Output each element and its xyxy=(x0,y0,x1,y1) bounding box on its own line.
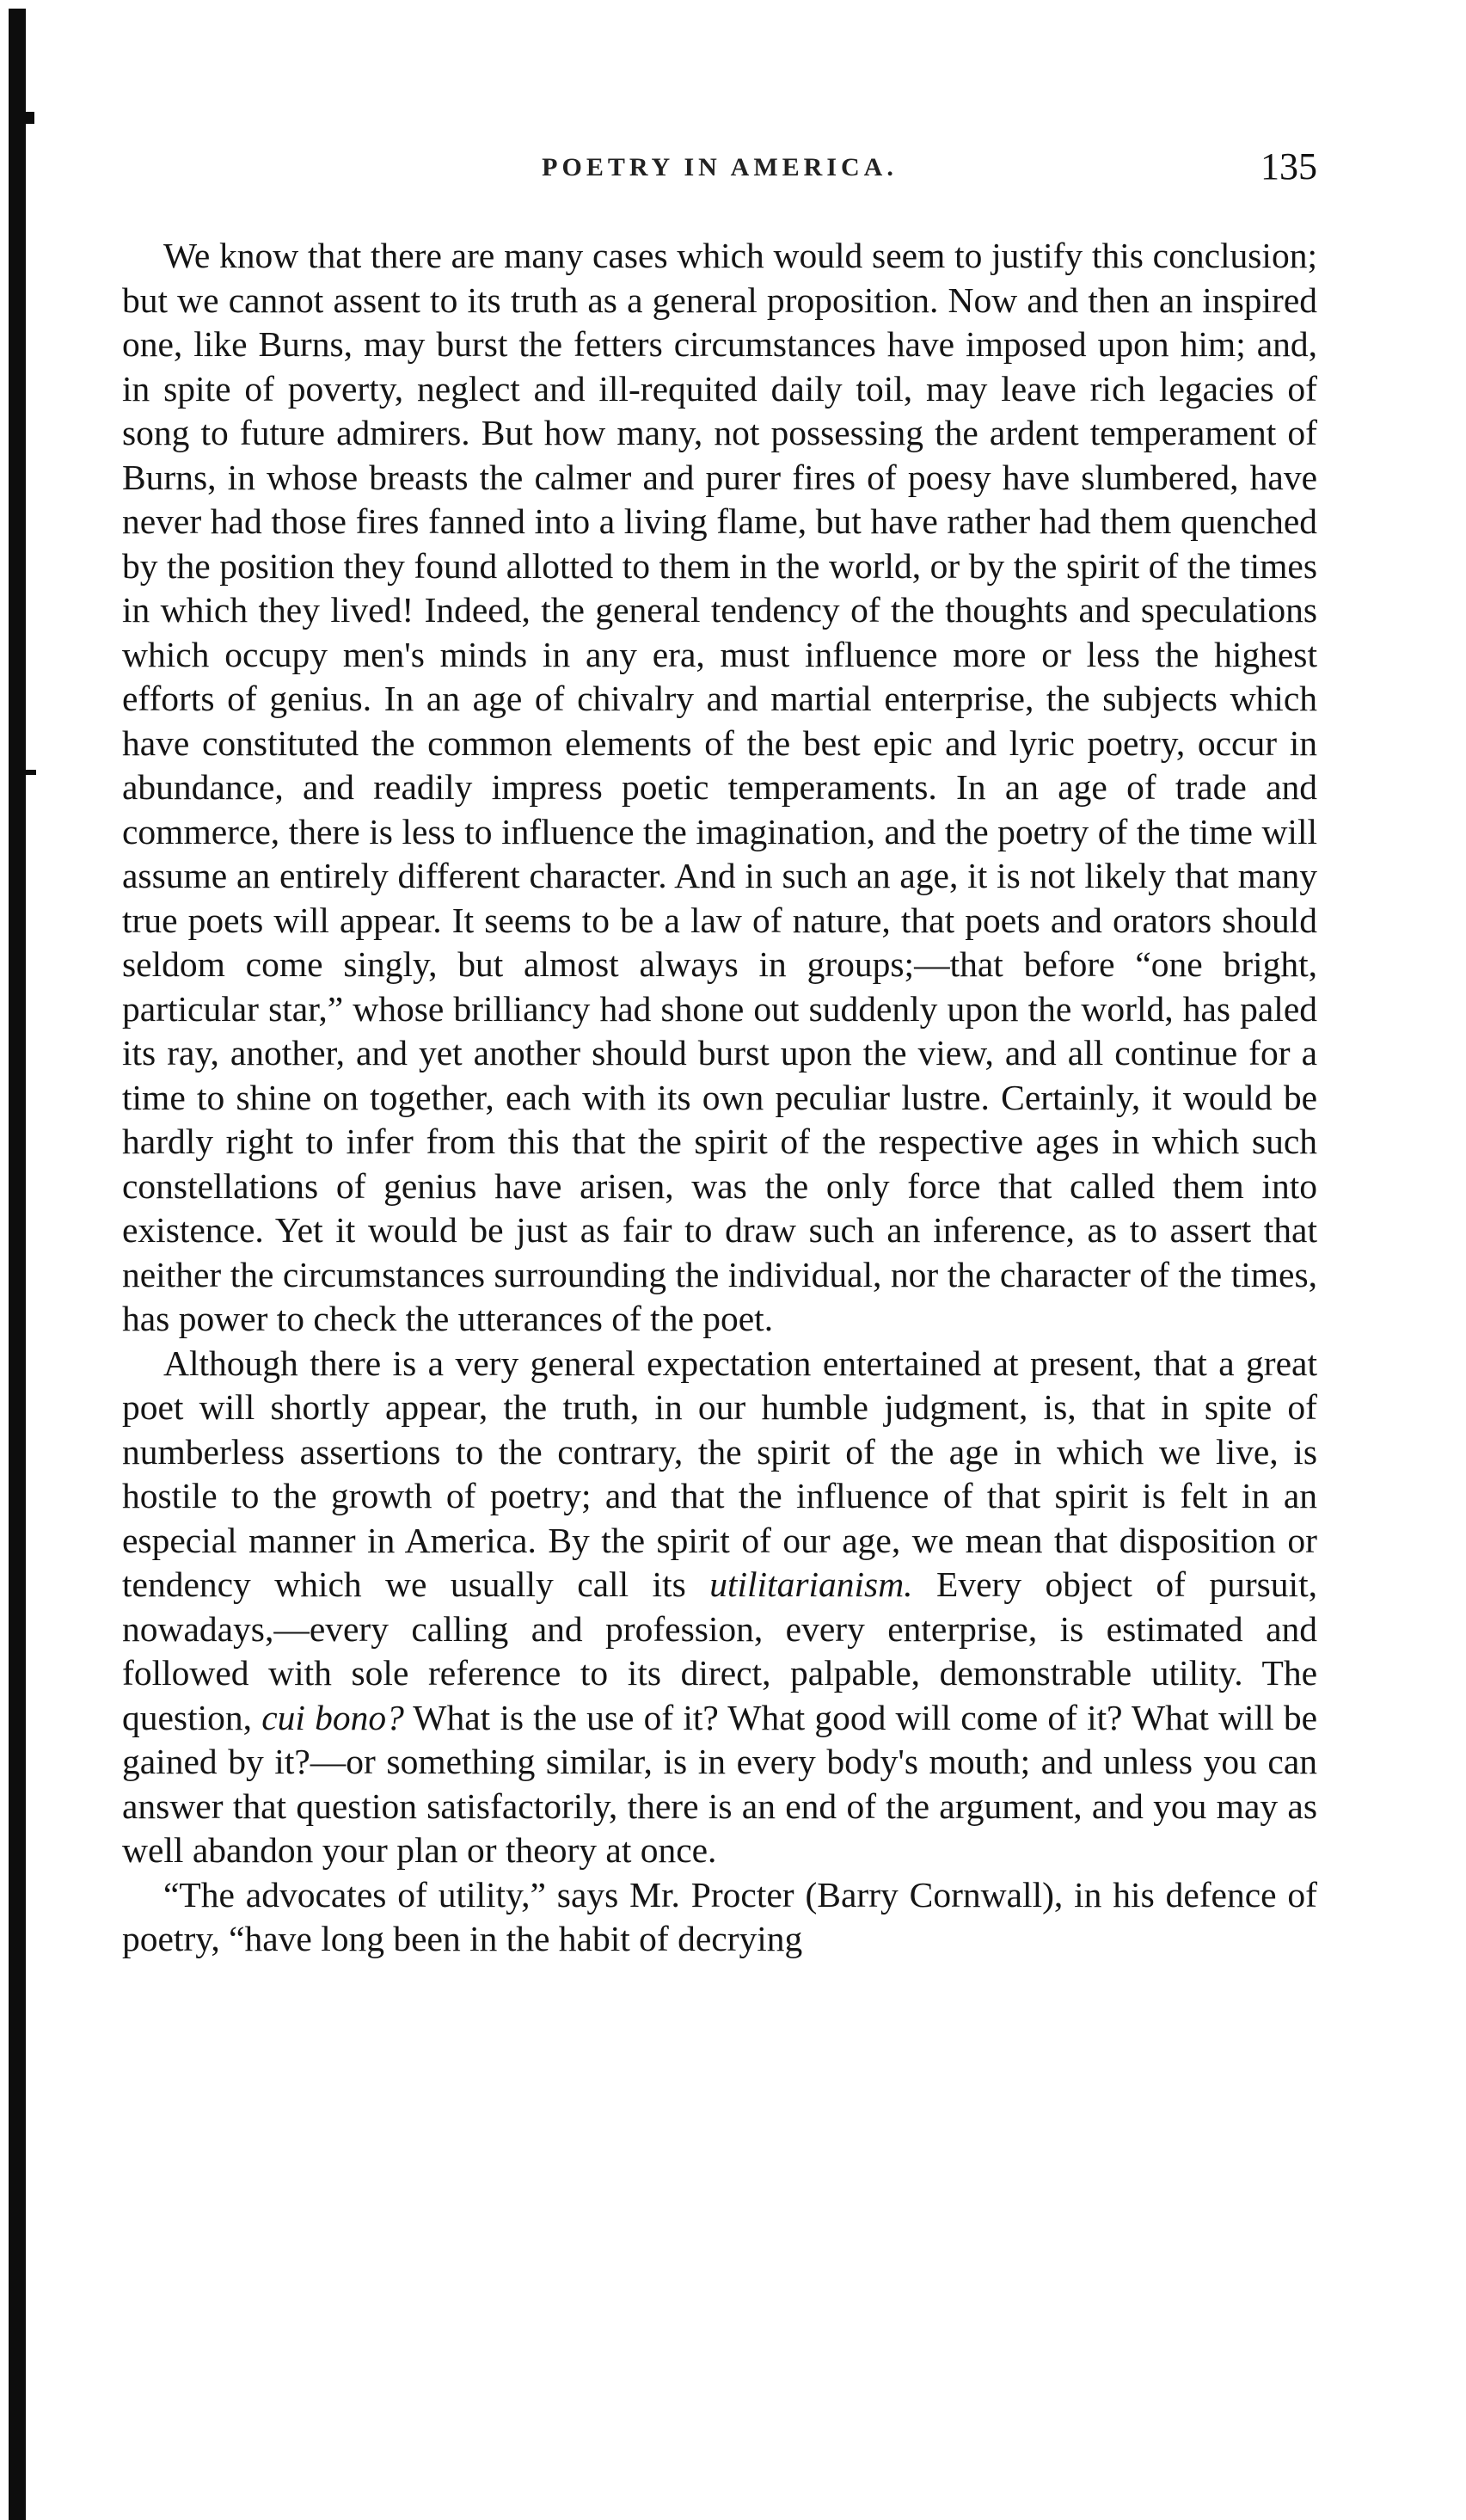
body-text xyxy=(122,234,1317,1962)
paragraph-2-text-b: Every object of pursuit, nowadays,—every calling and profession, every enterprise, is estimated and followed with sole reference to its direct, palpable, demonstrable utility. The question, xyxy=(122,1564,1317,1737)
page-binding-edge xyxy=(0,0,53,2520)
emphasis-utilitarianism: utilitarianism. xyxy=(709,1564,913,1604)
paragraph-1: We know that there are many cases which would seem to justify this conclusion; but we cannot assent to its truth as a general proposition. Now and then an inspired one, like Burns, may burst the fetters circumstances have imposed upon him; and, in spite of poverty, neglect and ill-requited daily toil, may leave rich legacies of song to future admirers. But how many, not possessing the ardent temperament of Burns, in whose breasts the calmer and purer fires of poesy have slumbered, have never had those fires fanned into a living flame, but have rather had them quenched by the position they found allotted to them in the world, or by the spirit of the times in which they lived! Indeed, the general tendency of the thoughts and speculations which occupy men's minds in any era, must influence more or less the highest efforts of genius. In an age of chivalry and martial enterprise, the subjects which have constituted the common elements of the best epic and lyric poetry, occur in abundance, and readily impress poetic temperaments. In an age of trade and commerce, there is less to influence the imagination, and the poetry of the time will assume an entirely different character. And in such an age, it is not likely that many true poets will appear. It seems to be a law of nature, that poets and orators should seldom come singly, but almost always in groups;—that before “one bright, particular star,” whose brilliancy had shone out suddenly upon the world, has paled its ray, another, and yet another should burst upon the view, and all continue for a time to shine on together, each with its own peculiar lustre. Certainly, it would be hardly right to infer from this that the spirit of the respective ages in which such constellations of genius have arisen, was the only force that called them into existence. Yet it would be just as fair to draw such an inference, as to assert that neither the circumstances surrounding the individual, nor the character of the times, has power to check the utterances of the poet. xyxy=(122,236,1317,1338)
paragraph-2-text-c: What is the use of it? What good will come of it? What will be gained by it?—or something similar, is in every body's mouth; and unless you can answer that question satisfactorily, there is an end of the argument, and you may as well abandon your plan or theory at once. xyxy=(122,1697,1317,1870)
paragraph-2-text-a: Although there is a very general expectation entertained at present, that a great poet will shortly appear, the truth, in our humble judgment, is, that in spite of numberless assertions to the contrary, the spirit of the age in which we live, is hostile to the growth of poetry; and that the influence of that spirit is felt in an especial manner in America. By the spirit of our age, we mean that disposition or tendency which we usually call its xyxy=(122,1343,1317,1604)
running-header xyxy=(122,144,1317,196)
paragraph-3: “The advocates of utility,” says Mr. Procter (Barry Cornwall), in his defence of poetry, “have long been in the habit of decrying xyxy=(122,1874,1317,1958)
page-number: 135 xyxy=(1261,145,1317,187)
emphasis-cui-bono: cui bono? xyxy=(261,1697,404,1737)
binding-notch xyxy=(26,112,34,124)
binding-notch xyxy=(26,770,36,775)
paragraph-2 xyxy=(122,1342,1317,1873)
binding-shadow xyxy=(9,9,26,2520)
book-page xyxy=(122,144,1317,1962)
running-title: POETRY IN AMERICA. xyxy=(542,153,898,181)
